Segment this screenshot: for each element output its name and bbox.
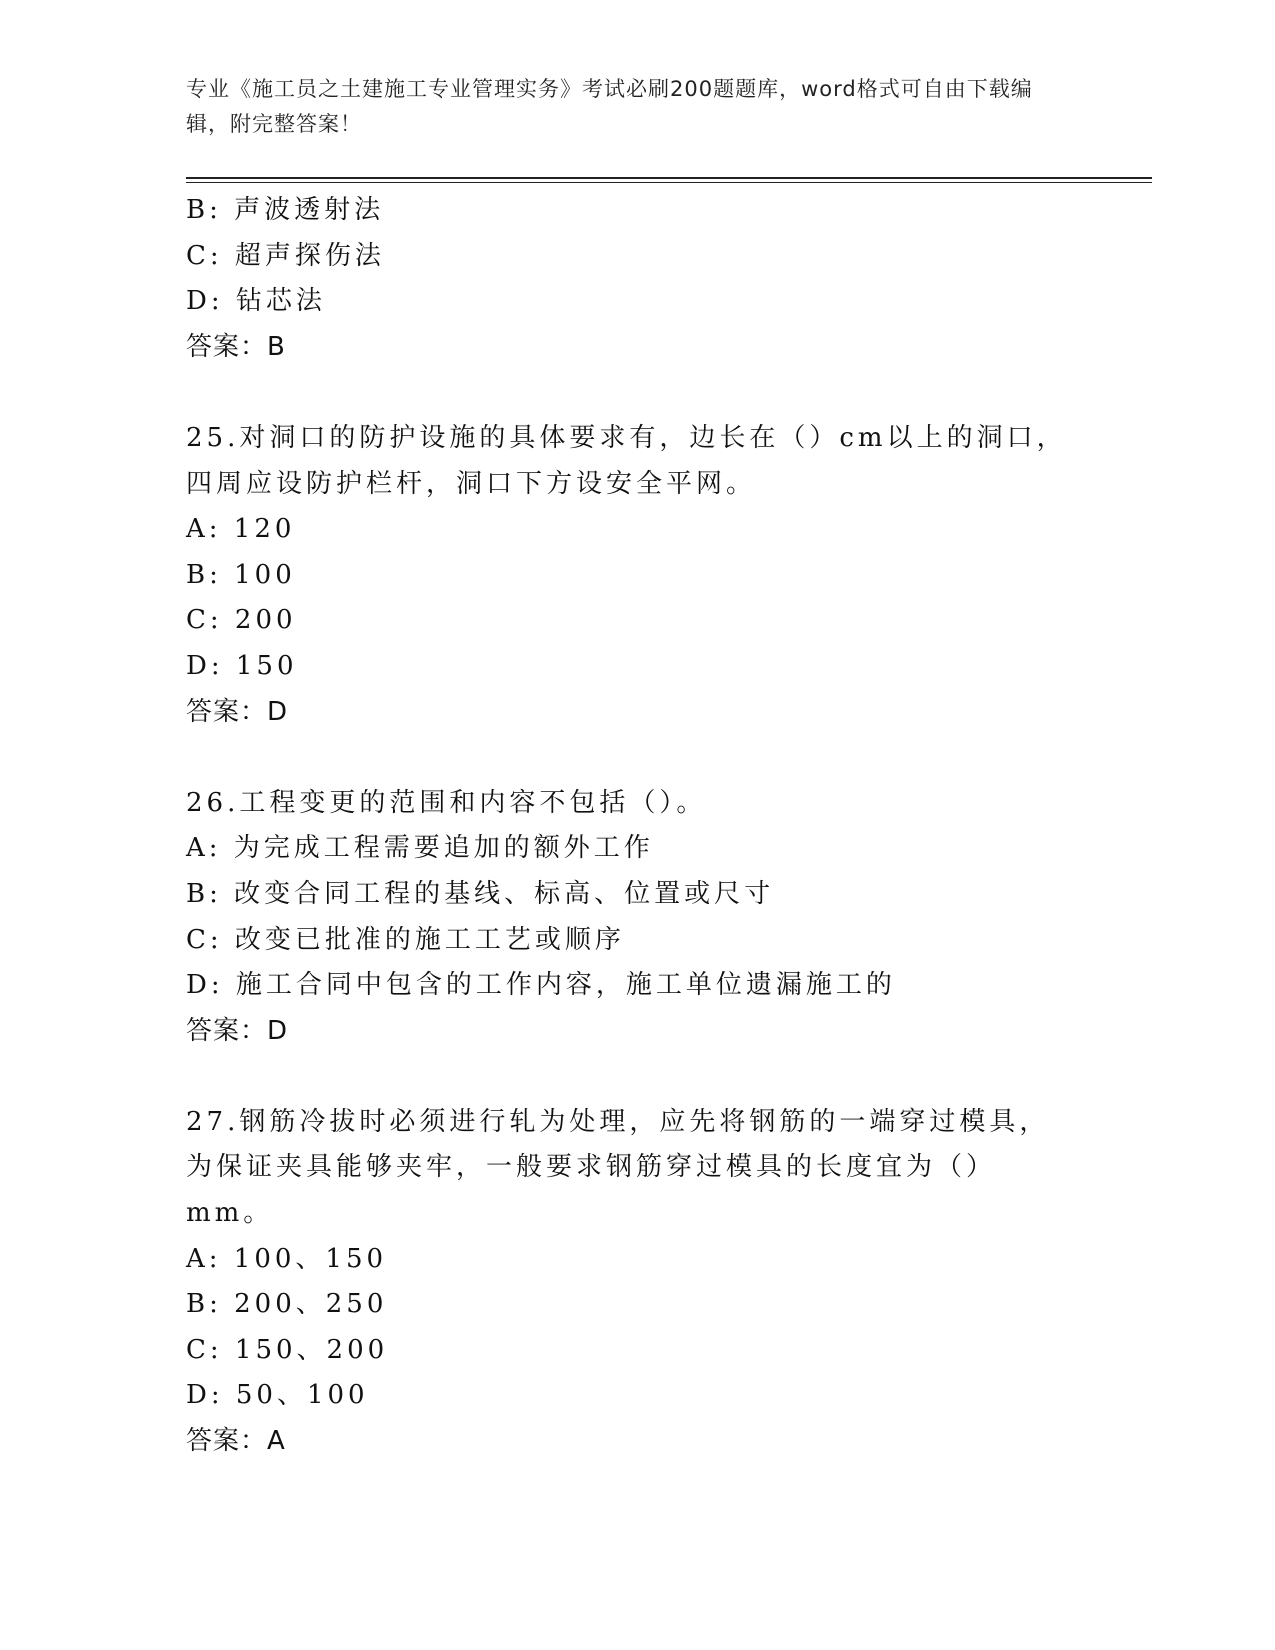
option-line: D: 150 <box>186 650 298 681</box>
question-block-25 <box>186 416 1086 735</box>
question-content <box>186 188 1086 1465</box>
option-line: A: 100、150 <box>186 1243 388 1274</box>
question-stem: 25.对洞口的防护设施的具体要求有，边长在（）cm以上的洞口，四周应设防护栏杆，洞口下方设安全平网。 <box>186 422 1067 499</box>
option-line: C: 改变已批准的施工工艺或顺序 <box>186 924 625 955</box>
option-line: B: 100 <box>186 559 296 590</box>
answer-line: 答案：D <box>186 1015 289 1046</box>
option-line: D: 施工合同中包含的工作内容，施工单位遗漏施工的 <box>186 970 896 1001</box>
header-rule-thin <box>186 182 1152 183</box>
question-stem: 27.钢筋冷拔时必须进行轧为处理，应先将钢筋的一端穿过模具，为保证夹具能够夹牢，一般要求钢筋穿过模具的长度宜为（）mm。 <box>186 1106 1050 1229</box>
spacer <box>186 370 1086 416</box>
option-line: A: 120 <box>186 514 296 545</box>
spacer <box>186 735 1086 781</box>
spacer <box>186 1054 1086 1100</box>
option-line: A: 为完成工程需要追加的额外工作 <box>186 833 654 864</box>
answer-line: 答案：D <box>186 696 289 727</box>
option-line: B: 改变合同工程的基线、标高、位置或尺寸 <box>186 878 775 909</box>
option-line: C: 超声探伤法 <box>186 240 385 271</box>
answer-line: 答案：A <box>186 1426 286 1457</box>
header-rule-thick <box>186 177 1152 179</box>
answer-line: 答案：B <box>186 331 286 362</box>
question-block-27 <box>186 1100 1086 1465</box>
option-line: D: 钻芯法 <box>186 286 326 317</box>
option-line: B: 声波透射法 <box>186 195 385 225</box>
option-line: B: 200、250 <box>186 1289 388 1320</box>
option-line: C: 200 <box>186 605 297 636</box>
question-stem: 26.工程变更的范围和内容不包括（）。 <box>186 787 707 818</box>
option-line: C: 150、200 <box>186 1334 389 1365</box>
option-line: D: 50、100 <box>186 1380 369 1411</box>
prev-question-block <box>186 188 1086 370</box>
page-header: 专业《施工员之土建施工专业管理实务》考试必刷200题题库，word格式可自由下载编辑，附完整答案！ <box>186 77 1033 136</box>
question-block-26 <box>186 781 1086 1055</box>
